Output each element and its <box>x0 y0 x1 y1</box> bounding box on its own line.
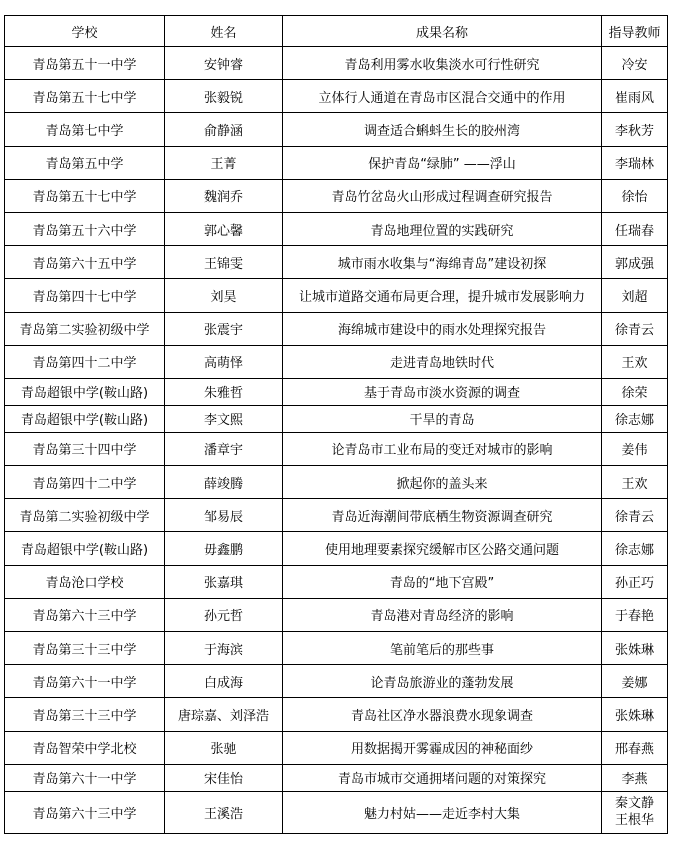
teacher-name-line: 秦文静 <box>614 796 654 812</box>
cell-name: 朱雅哲 <box>165 378 283 405</box>
cell-school: 青岛第二实验初级中学 <box>5 499 165 532</box>
cell-name: 刘昊 <box>165 279 283 312</box>
cell-school: 青岛第六十一中学 <box>5 764 165 791</box>
cell-title: 走进青岛地铁时代 <box>283 345 602 378</box>
header-teacher: 指导教师 <box>602 16 668 47</box>
cell-teacher: 张姝琳 <box>602 698 668 731</box>
header-school: 学校 <box>5 16 165 47</box>
cell-title: 青岛近海潮间带底栖生物资源调查研究 <box>283 499 602 532</box>
results-table <box>4 15 668 834</box>
cell-title: 青岛竹岔岛火山形成过程调查研究报告 <box>283 179 602 212</box>
cell-school: 青岛第六十三中学 <box>5 598 165 631</box>
cell-teacher: 李燕 <box>602 764 668 791</box>
cell-title: 海绵城市建设中的雨水处理探究报告 <box>283 312 602 345</box>
table-row <box>5 146 668 179</box>
cell-name: 孙元哲 <box>165 598 283 631</box>
cell-school: 青岛超银中学(鞍山路) <box>5 405 165 432</box>
cell-name: 王溪浩 <box>165 791 283 833</box>
cell-teacher: 姜伟 <box>602 432 668 465</box>
cell-teacher: 冷安 <box>602 47 668 80</box>
header-title: 成果名称 <box>283 16 602 47</box>
table-row <box>5 532 668 565</box>
cell-name: 高萌怿 <box>165 345 283 378</box>
cell-title: 青岛港对青岛经济的影响 <box>283 598 602 631</box>
cell-teacher: 崔雨风 <box>602 80 668 113</box>
table-row <box>5 345 668 378</box>
cell-school: 青岛超银中学(鞍山路) <box>5 378 165 405</box>
cell-title: 用数据揭开雾霾成因的神秘面纱 <box>283 731 602 764</box>
cell-teacher: 任瑞春 <box>602 212 668 245</box>
cell-teacher: 孙正巧 <box>602 565 668 598</box>
cell-school: 青岛第三十三中学 <box>5 632 165 665</box>
table-row <box>5 632 668 665</box>
cell-school: 青岛智荣中学北校 <box>5 731 165 764</box>
header-row <box>5 16 668 47</box>
cell-name: 魏润乔 <box>165 179 283 212</box>
cell-name: 张驰 <box>165 731 283 764</box>
cell-school: 青岛第五十六中学 <box>5 212 165 245</box>
cell-name: 薛竣腾 <box>165 466 283 499</box>
cell-name: 邹易辰 <box>165 499 283 532</box>
cell-teacher: 张姝琳 <box>602 632 668 665</box>
table-header <box>5 16 668 47</box>
table-row <box>5 565 668 598</box>
table-row <box>5 212 668 245</box>
table-row <box>5 312 668 345</box>
cell-name: 张震宇 <box>165 312 283 345</box>
table-row <box>5 246 668 279</box>
cell-title: 青岛利用雾水收集淡水可行性研究 <box>283 47 602 80</box>
cell-school: 青岛第四十七中学 <box>5 279 165 312</box>
table-row <box>5 432 668 465</box>
table-row <box>5 405 668 432</box>
cell-name: 白成海 <box>165 665 283 698</box>
cell-title: 青岛社区净水器浪费水现象调查 <box>283 698 602 731</box>
cell-title: 论青岛市工业布局的变迁对城市的影响 <box>283 432 602 465</box>
table-row <box>5 113 668 146</box>
teacher-name-line: 王根华 <box>614 813 654 829</box>
cell-name: 唐琮嘉、刘泽浩 <box>165 698 283 731</box>
cell-name: 王锦雯 <box>165 246 283 279</box>
cell-teacher: 王欢 <box>602 345 668 378</box>
cell-name: 张毅锐 <box>165 80 283 113</box>
cell-title: 让城市道路交通布局更合理，提升城市发展影响力 <box>283 279 602 312</box>
cell-school: 青岛第三十四中学 <box>5 432 165 465</box>
cell-teacher: 徐青云 <box>602 312 668 345</box>
cell-title: 青岛的“地下宫殿” <box>283 565 602 598</box>
table-row <box>5 598 668 631</box>
cell-name: 于海滨 <box>165 632 283 665</box>
cell-name: 郭心馨 <box>165 212 283 245</box>
cell-school: 青岛第七中学 <box>5 113 165 146</box>
cell-title: 青岛地理位置的实践研究 <box>283 212 602 245</box>
cell-teacher: 李秋芳 <box>602 113 668 146</box>
cell-school: 青岛第二实验初级中学 <box>5 312 165 345</box>
cell-teacher: 王欢 <box>602 466 668 499</box>
table-row <box>5 665 668 698</box>
cell-teacher <box>602 791 668 833</box>
cell-school: 青岛第三十三中学 <box>5 698 165 731</box>
cell-name: 潘章宇 <box>165 432 283 465</box>
cell-name: 宋佳怡 <box>165 764 283 791</box>
table-row <box>5 764 668 791</box>
cell-title: 基于青岛市淡水资源的调查 <box>283 378 602 405</box>
cell-school: 青岛第五十一中学 <box>5 47 165 80</box>
cell-name: 安钟睿 <box>165 47 283 80</box>
table-row <box>5 466 668 499</box>
results-table-container <box>4 15 668 834</box>
cell-name: 张嘉琪 <box>165 565 283 598</box>
cell-title: 使用地理要素探究缓解市区公路交通问题 <box>283 532 602 565</box>
cell-school: 青岛第五十七中学 <box>5 80 165 113</box>
cell-title: 论青岛旅游业的蓬勃发展 <box>283 665 602 698</box>
table-row <box>5 47 668 80</box>
cell-title: 干旱的青岛 <box>283 405 602 432</box>
cell-title: 调查适合蝌蚪生长的胶州湾 <box>283 113 602 146</box>
table-row <box>5 179 668 212</box>
cell-school: 青岛第六十三中学 <box>5 791 165 833</box>
cell-school: 青岛第五中学 <box>5 146 165 179</box>
table-row <box>5 279 668 312</box>
table-row <box>5 499 668 532</box>
cell-teacher: 姜娜 <box>602 665 668 698</box>
cell-school: 青岛第六十一中学 <box>5 665 165 698</box>
cell-teacher: 刘超 <box>602 279 668 312</box>
cell-name: 李文熙 <box>165 405 283 432</box>
cell-name: 毋鑫鹏 <box>165 532 283 565</box>
table-row <box>5 698 668 731</box>
cell-teacher: 徐志娜 <box>602 532 668 565</box>
cell-title: 魅力村姑——走近李村大集 <box>283 791 602 833</box>
cell-teacher: 徐青云 <box>602 499 668 532</box>
cell-school: 青岛第四十二中学 <box>5 345 165 378</box>
cell-teacher: 郭成强 <box>602 246 668 279</box>
cell-title: 青岛市城市交通拥堵问题的对策探究 <box>283 764 602 791</box>
cell-title: 保护青岛“绿肺” ——浮山 <box>283 146 602 179</box>
cell-title: 城市雨水收集与“海绵青岛”建设初探 <box>283 246 602 279</box>
cell-teacher: 李瑞林 <box>602 146 668 179</box>
cell-name: 俞静涵 <box>165 113 283 146</box>
table-row <box>5 378 668 405</box>
table-body <box>5 47 668 834</box>
cell-school: 青岛第六十五中学 <box>5 246 165 279</box>
cell-teacher: 于春艳 <box>602 598 668 631</box>
cell-title: 笔前笔后的那些事 <box>283 632 602 665</box>
cell-title: 掀起你的盖头来 <box>283 466 602 499</box>
cell-teacher: 徐怡 <box>602 179 668 212</box>
cell-title: 立体行人通道在青岛市区混合交通中的作用 <box>283 80 602 113</box>
table-row <box>5 791 668 833</box>
cell-teacher: 徐荣 <box>602 378 668 405</box>
cell-school: 青岛第四十二中学 <box>5 466 165 499</box>
cell-school: 青岛超银中学(鞍山路) <box>5 532 165 565</box>
cell-teacher: 徐志娜 <box>602 405 668 432</box>
cell-name: 王菁 <box>165 146 283 179</box>
cell-teacher: 邢春燕 <box>602 731 668 764</box>
cell-school: 青岛第五十七中学 <box>5 179 165 212</box>
table-row <box>5 80 668 113</box>
table-row <box>5 731 668 764</box>
header-name: 姓名 <box>165 16 283 47</box>
cell-school: 青岛沧口学校 <box>5 565 165 598</box>
